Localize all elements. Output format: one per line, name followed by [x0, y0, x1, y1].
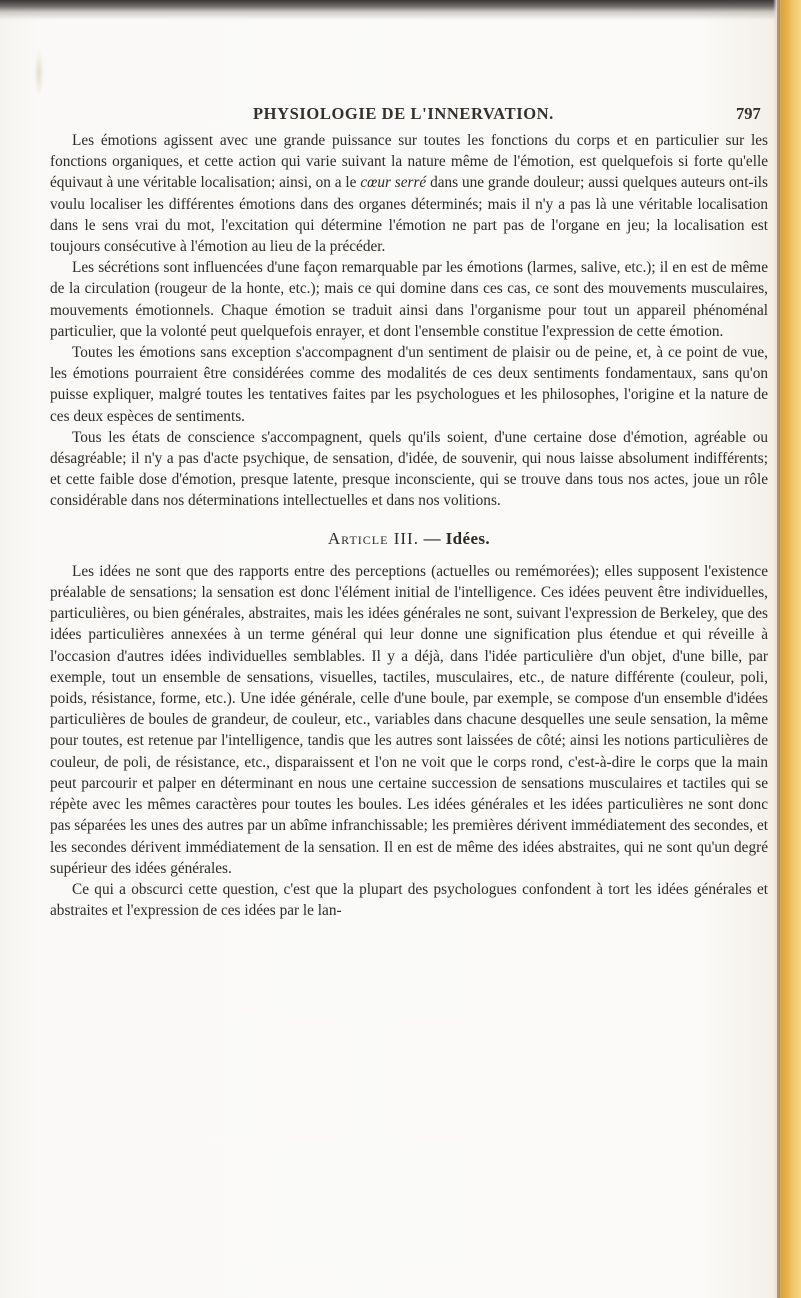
paragraph: [50, 130, 768, 257]
section-separator: —: [418, 528, 446, 548]
scan-top-shadow: [0, 0, 801, 20]
page-number: 797: [736, 104, 761, 123]
paragraph: [50, 342, 768, 427]
paragraph-text: Les émotions agissent avec une grande puissance sur toutes les fonctions du corps et en particulier sur les fonctions organiques, et cette action qui varie suivant la nature même de l'émotion, est quelquefois si forte qu'elle équivaut à une véritable localisation; ainsi, on a le: [50, 132, 768, 192]
paragraph-text: Ce qui a obscurci cette question, c'est que la plupart des psychologues confondent à tort les idées générales et abstraites et l'expression de ces idées par le lan-: [50, 880, 768, 920]
paragraph-text: Les sécrétions sont influencées d'une façon remarquable par les émotions (larmes, salive, etc.); il en est de même de la circulation (rougeur de la honte, etc.); mais ce qui domine dans ces cas, ce sont des mouvements musculaires, mouvements émotionnels. Chaque émotion se traduit ainsi dans l'organisme pour tout un appareil phénoménal particulier, que la volonté peut quelquefois enrayer, et dont l'ensemble constitue l'expression de cette émotion.: [50, 259, 768, 340]
page-body: [50, 130, 768, 921]
paragraph-text: Tous les états de conscience s'accompagnent, quels qu'ils soient, d'une certaine dose d'émotion, agréable ou désagréable; il n'y a pas d'acte psychique, de sensation, d'idée, de souvenir, qui nous laisse absolument indifférents; et cette faible dose d'émotion, presque latente, presque inconsciente, qui se trouve dans tous nos actes, joue un rôle considérable dans nos déterminations intellectuelles et dans nos volitions.: [50, 428, 768, 510]
running-header: [0, 104, 770, 126]
paragraph: [50, 879, 768, 921]
paragraph-text: Toutes les émotions sans exception s'accompagnent d'un sentiment de plaisir ou de peine, et, à ce point de vue, les émotions pourraient être considérées comme des modalités de ces deux sentiments fondamentaux, sans qu'on puisse expliquer, malgré toutes les tentatives faites par les psychologues et les philosophes, l'origine et la nature de ces deux espèces de sentiments.: [50, 344, 768, 425]
paragraph: [50, 257, 768, 342]
italic-text: cœur serré: [360, 174, 427, 192]
section-heading: [50, 528, 768, 549]
paragraph: [50, 561, 768, 879]
section-title: Idées.: [445, 528, 491, 548]
paragraph: [50, 427, 768, 512]
book-spine-edge: [773, 0, 801, 1298]
paragraphs-after-section: [50, 561, 768, 921]
section-label: Article III.: [327, 528, 419, 548]
paragraphs-before-section: [50, 130, 768, 512]
paragraph-text: dans une grande douleur; aussi quelques auteurs ont-ils voulu localiser les différentes émotions dans des organes déterminés; mais il n'y a pas là une véritable localisation dans le sens vrai du mot, l'excitation qui détermine l'émotion ne part pas de l'organe en jeu; la localisation est toujours consécutive à l'émotion au lieu de la précéder.: [50, 174, 768, 256]
paragraph-text: Les idées ne sont que des rapports entre des perceptions (actuelles ou remémorées); elles supposent l'existence préalable de sensations; la sensation est donc l'élément initial de l'intelligence. Ces idées peuvent être individuelles, particulières, ou bien générales, abstraites, mais les idées générales ne sont, suivant l'expression de Berkeley, que des idées particulières annexées à un terme général qui leur donne une signification plus étendue et qui réveille à l'occasion d'autres idées individuelles semblables. Il y a déjà, dans l'idée particulière d'un objet, d'une bille, par exemple, tout un ensemble de sensations, visuelles, tactiles, musculaires, etc., de nature différente (couleur, poli, poids, résistance, forme, etc.). Une idée générale, celle d'une boule, par exemple, se compose d'un ensemble d'idées particulières de boules de grandeur, de couleur, etc., variables dans chacune desquelles une seule sensation, la même pour toutes, est retenue par l'intelligence, tandis que les autres sont laissées de côté; ainsi les notions particulières de couleur, de poli, de résistance, etc., disparaissent et l'on ne voit que le corps rond, c'est-à-dire le corps que la main peut parcourir et palper en déterminant en nous une certaine succession de sensations musculaires et tactiles qui se répète avec les mêmes caractères pour toutes les boules. Les idées générales et les idées particulières ne sont donc pas séparées les unes des autres par un abîme infranchissable; les premières dérivent immédiatement des secondes, et les secondes dérivent immédiatement de la sensation. Il en est de même des idées abstraites, qui ne sont qu'un degré supérieur des idées générales.: [50, 562, 768, 877]
paper-stain: [34, 50, 44, 96]
running-title: PHYSIOLOGIE DE L'INNERVATION.: [253, 104, 554, 123]
